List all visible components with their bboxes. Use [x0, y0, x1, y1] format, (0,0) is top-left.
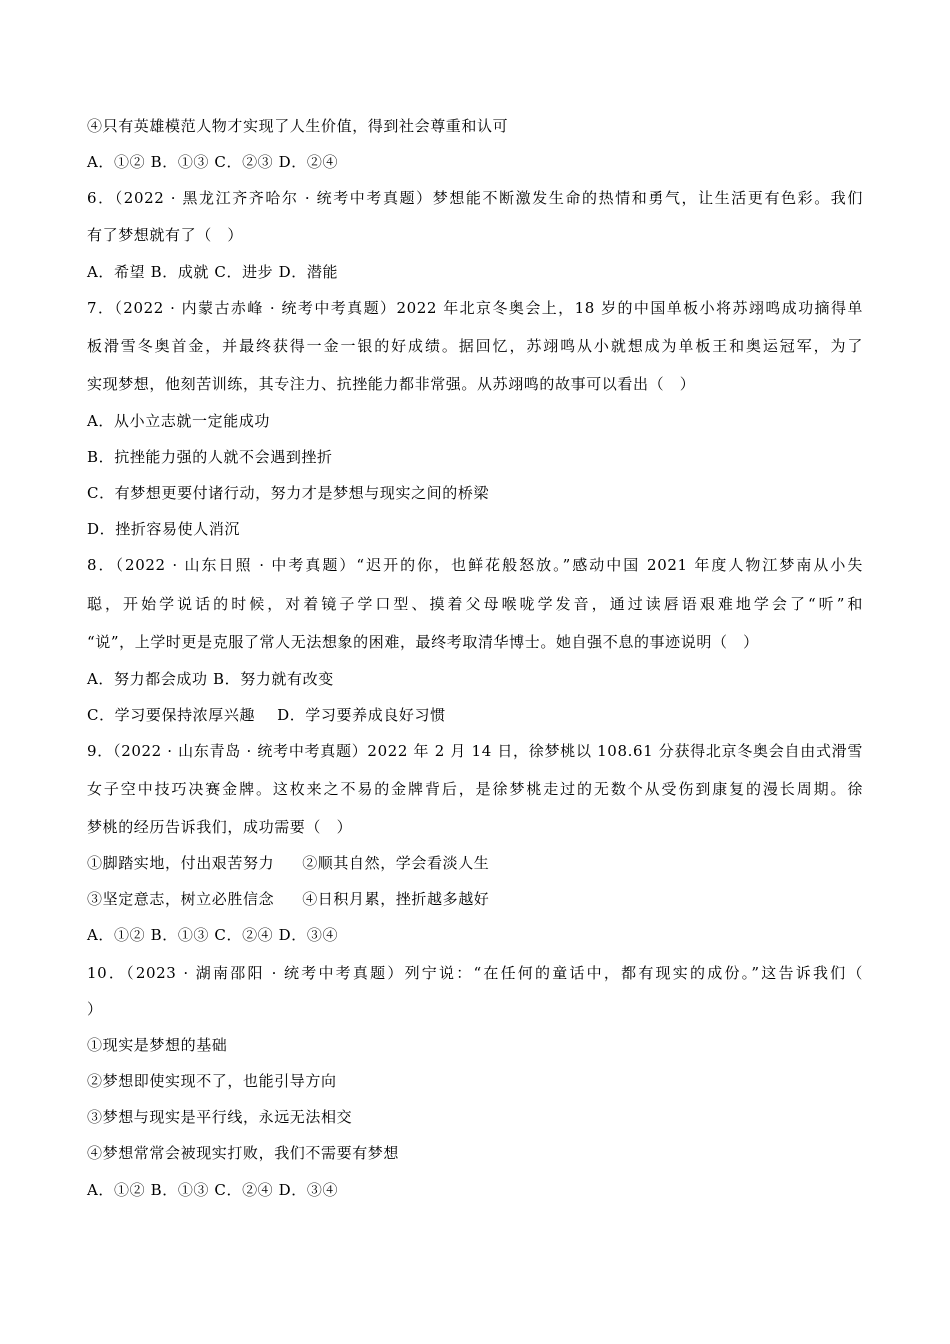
q10-stem-line-2: ）	[87, 1000, 103, 1018]
q10-option-4: ④梦想常常会被现实打败，我们不需要有梦想	[87, 1144, 400, 1162]
q9-option-4: ④日积月累，挫折越多越好	[302, 890, 490, 908]
q10-option-3: ③梦想与现实是平行线，永远无法相交	[87, 1108, 353, 1126]
q10-stem-line-1: 10．（2023 · 湖南邵阳 · 统考中考真题）列宁说：“在任何的童话中，都有现实的成份。”这告诉我们（	[87, 964, 863, 982]
q8-stem-line-2: 聪，开始学说话的时候，对着镜子学口型、摸着父母喉咙学发音，通过读唇语艰难地学会了“听”和	[87, 595, 863, 613]
q10-option-2: ②梦想即使实现不了，也能引导方向	[87, 1072, 337, 1090]
q9-option-1: ①脚踏实地，付出艰苦努力	[87, 854, 275, 872]
q8-stem-line-1: 8．（2022 · 山东日照 · 中考真题）“迟开的你，也鲜花般怒放。”感动中国 2021 年度人物江梦南从小失	[87, 556, 863, 574]
q9-stem-line-2: 女子空中技巧决赛金牌。这枚来之不易的金牌背后，是徐梦桃走过的无数个从受伤到康复的漫长周期。徐	[87, 780, 863, 798]
q6-stem-line-2: 有了梦想就有了（ ）	[87, 226, 244, 244]
q7-option-a: A．从小立志就一定能成功	[87, 412, 271, 430]
q7-stem-line-3: 实现梦想，他刻苦训练，其专注力、抗挫能力都非常强。从苏翊鸣的故事可以看出（ ）	[87, 375, 696, 393]
q9-stem-line-3: 梦桃的经历告诉我们，成功需要（ ）	[87, 818, 353, 836]
q10-answer-choices: A．①② B．①③ C．②④ D．③④	[87, 1181, 339, 1199]
q10-option-1: ①现实是梦想的基础	[87, 1036, 228, 1054]
q9-option-2: ②顺其自然，学会看淡人生	[302, 854, 490, 872]
q9-stem-line-1: 9．（2022 · 山东青岛 · 统考中考真题）2022 年 2 月 14 日，徐梦桃以 108.61 分获得北京冬奥会自由式滑雪	[87, 742, 863, 760]
q8-options-ab: A．努力都会成功 B．努力就有改变	[87, 670, 334, 688]
q7-option-c: C．有梦想更要付诸行动，努力才是梦想与现实之间的桥梁	[87, 484, 490, 502]
q5-option-4: ④只有英雄模范人物才实现了人生价值，得到社会尊重和认可	[87, 117, 509, 135]
q8-option-d: D．学习要养成良好习惯	[277, 706, 446, 724]
q7-option-b: B．抗挫能力强的人就不会遇到挫折	[87, 448, 333, 466]
q7-stem-line-2: 板滑雪冬奥首金，并最终获得一金一银的好成绩。据回忆，苏翊鸣从小就想成为单板王和奥运冠军，为了	[87, 337, 863, 355]
q5-answer-choices: A．①② B．①③ C．②③ D．②④	[87, 153, 339, 171]
q7-stem-line-1: 7．（2022 · 内蒙古赤峰 · 统考中考真题）2022 年北京冬奥会上，18 岁的中国单板小将苏翊鸣成功摘得单	[87, 299, 863, 317]
q7-option-d: D．挫折容易使人消沉	[87, 520, 241, 538]
q8-options-cd	[87, 705, 446, 725]
q8-option-c: C．学习要保持浓厚兴趣	[87, 706, 256, 724]
q9-answer-choices: A．①② B．①③ C．②④ D．③④	[87, 926, 339, 944]
q9-options-12	[87, 853, 489, 873]
q6-answer-choices: A．希望 B．成就 C．进步 D．潜能	[87, 263, 339, 281]
q8-stem-line-3: “说”，上学时更是克服了常人无法想象的困难，最终考取清华博士。她自强不息的事迹说明（ ）	[87, 633, 759, 651]
q9-options-34	[87, 889, 489, 909]
q6-stem-line-1: 6．（2022 · 黑龙江齐齐哈尔 · 统考中考真题）梦想能不断激发生命的热情和勇气，让生活更有色彩。我们	[87, 189, 863, 207]
q9-option-3: ③坚定意志，树立必胜信念	[87, 890, 275, 908]
